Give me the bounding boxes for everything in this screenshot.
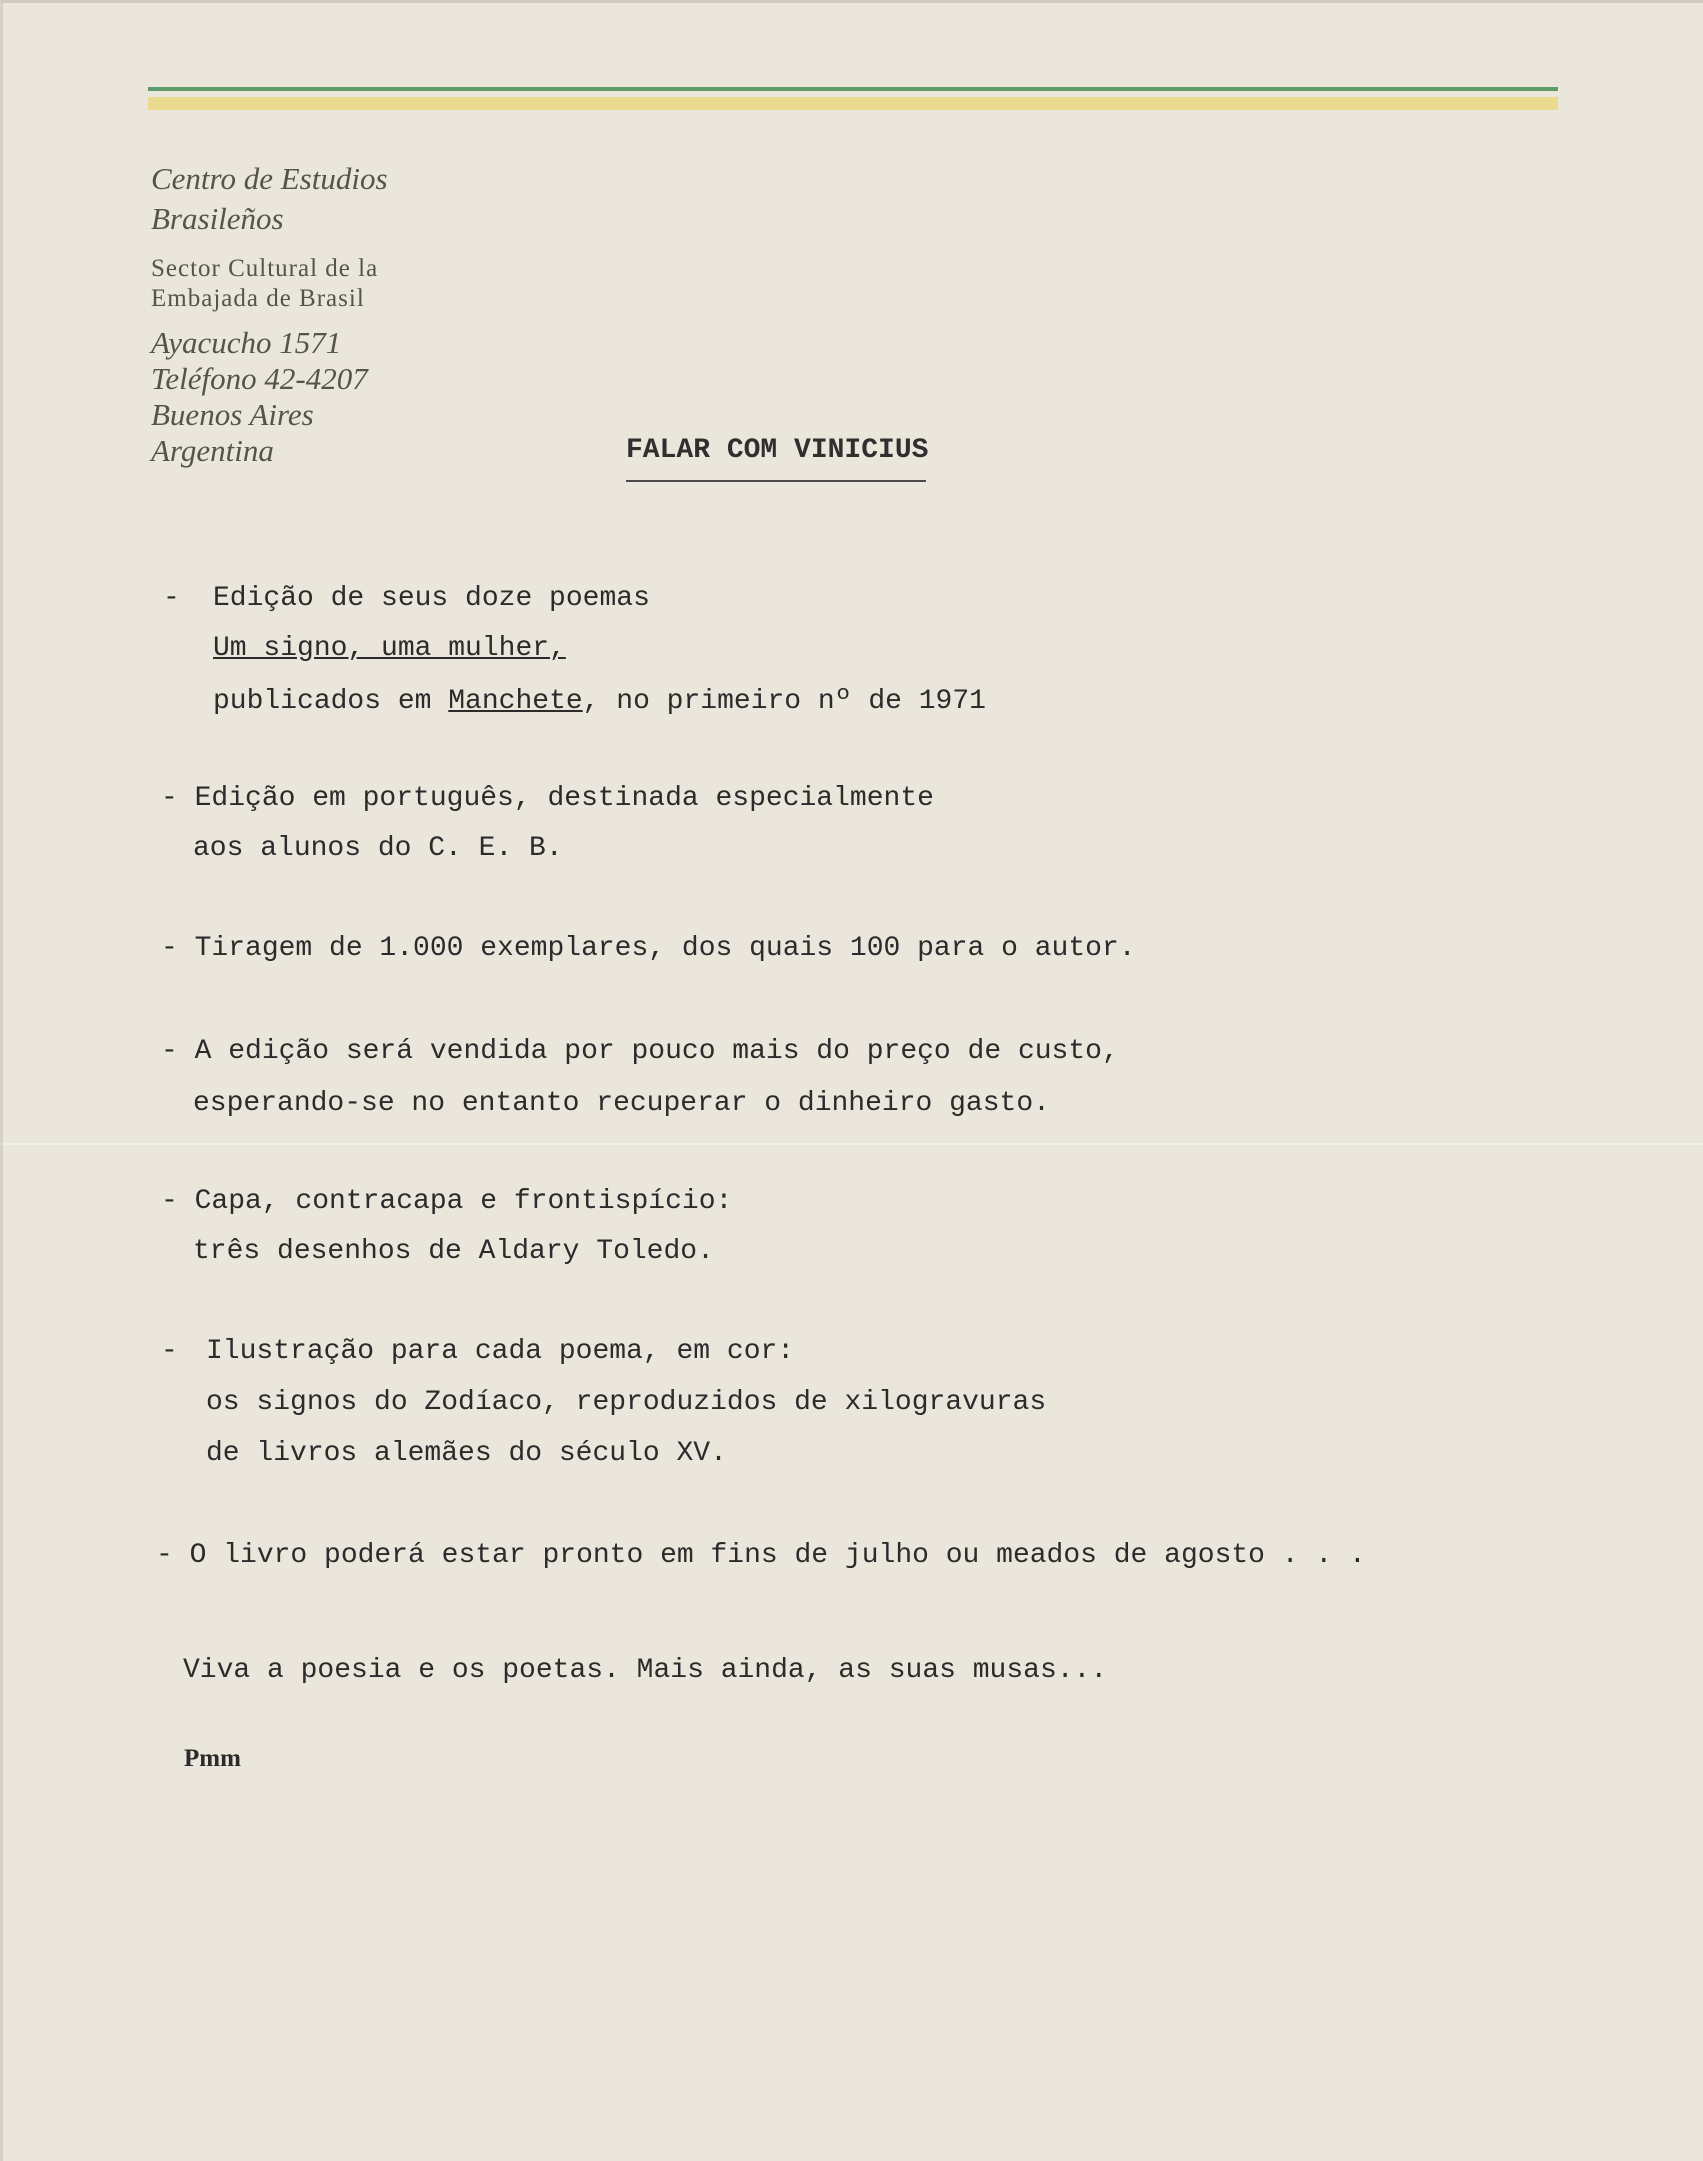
letterhead-yellow-stripe (148, 97, 1558, 110)
item6-dash: - (161, 1336, 178, 1367)
item4-line1: - A edição será vendida por pouco mais do preço de custo, (161, 1036, 1119, 1067)
item5-line2: três desenhos de Aldary Toledo. (193, 1236, 714, 1267)
letterhead-sector-line1: Sector Cultural de la (151, 255, 379, 282)
letterhead-org-line2: Brasileños (151, 201, 284, 236)
item1-line3-c: , no primeiro nº de 1971 (582, 686, 986, 717)
paper-fold-crease (3, 1143, 1703, 1145)
item7-line1: - O livro poderá estar pronto em fins de julho ou meados de agosto . . . (156, 1540, 1366, 1571)
item3-line1: - Tiragem de 1.000 exemplares, dos quais 100 para o autor. (161, 933, 1136, 964)
typist-initials: Pmm (184, 1745, 241, 1772)
item1-line1: Edição de seus doze poemas (213, 583, 650, 614)
item6-line1: Ilustração para cada poema, em cor: (206, 1336, 795, 1367)
item2-line2: aos alunos do C. E. B. (193, 833, 563, 864)
item1-line3-a: publicados em (213, 686, 449, 717)
item1-line2-poem-title: Um signo, uma mulher, (213, 633, 566, 664)
item6-line3: de livros alemães do século XV. (206, 1438, 727, 1469)
letterhead-sector-line2: Embajada de Brasil (151, 285, 365, 312)
item1-line3 (213, 686, 986, 717)
closing-line: Viva a poesia e os poetas. Mais ainda, as suas musas... (183, 1655, 1108, 1686)
letterhead-green-stripe (148, 87, 1558, 91)
memo-title: FALAR COM VINICIUS (626, 435, 929, 466)
item1-dash: - (163, 583, 180, 614)
letterhead-address-city: Buenos Aires (151, 397, 314, 432)
item4-line2: esperando-se no entanto recuperar o dinheiro gasto. (193, 1088, 1050, 1119)
letterhead-address-street: Ayacucho 1571 (151, 325, 342, 360)
title-underline (626, 480, 926, 482)
letterhead-address-country: Argentina (151, 433, 274, 468)
item5-line1: - Capa, contracapa e frontispício: (161, 1186, 733, 1217)
item1-line3-magazine: Manchete (448, 686, 583, 717)
item2-line1: - Edição em português, destinada especialmente (161, 783, 934, 814)
letterhead-address-phone: Teléfono 42-4207 (151, 361, 368, 396)
letterhead-org-line1: Centro de Estudios (151, 161, 388, 196)
item6-line2: os signos do Zodíaco, reproduzidos de xilogravuras (206, 1387, 1047, 1418)
